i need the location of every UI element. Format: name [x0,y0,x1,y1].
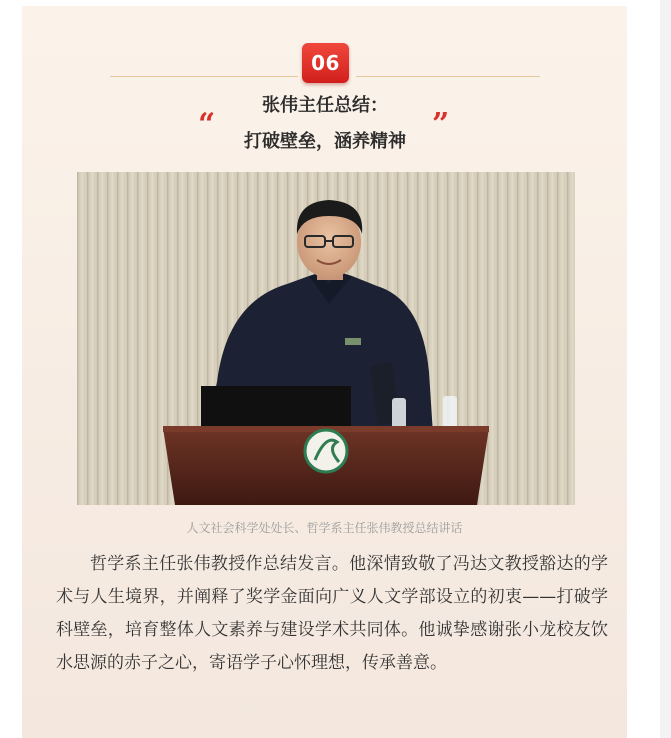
close-quote-icon: ” [432,107,450,142]
section-title-line1: 张伟主任总结： [262,95,388,116]
shirt-logo [345,338,361,345]
open-quote-icon: “ [198,107,216,142]
section-divider-right [356,76,540,77]
water-bottle [392,398,406,430]
water-bottle [443,396,457,430]
section-divider-left [110,76,298,77]
section-title-line2: 打破壁垒，涵养精神 [244,131,406,152]
photo-caption: 人文社会科学处处长、哲学系主任张伟教授总结讲话 [186,521,463,535]
podium-emblem-icon [305,430,347,472]
speaker-photo [77,172,575,505]
section-number-badge: 06 [302,43,349,83]
section-paragraph: 哲学系主任张伟教授作总结发言。他深情致敬了冯达文教授豁达的学术与人生境界，并阐释了奖学金面向广义人文学部设立的初衷——打破学科壁垒，培育整体人文素养与建设学术共同体。他诚挚感谢张小龙校友饮水思源的赤子之心，寄语学子心怀理想，传承善意。 [56,554,608,673]
page-edge [660,0,671,738]
